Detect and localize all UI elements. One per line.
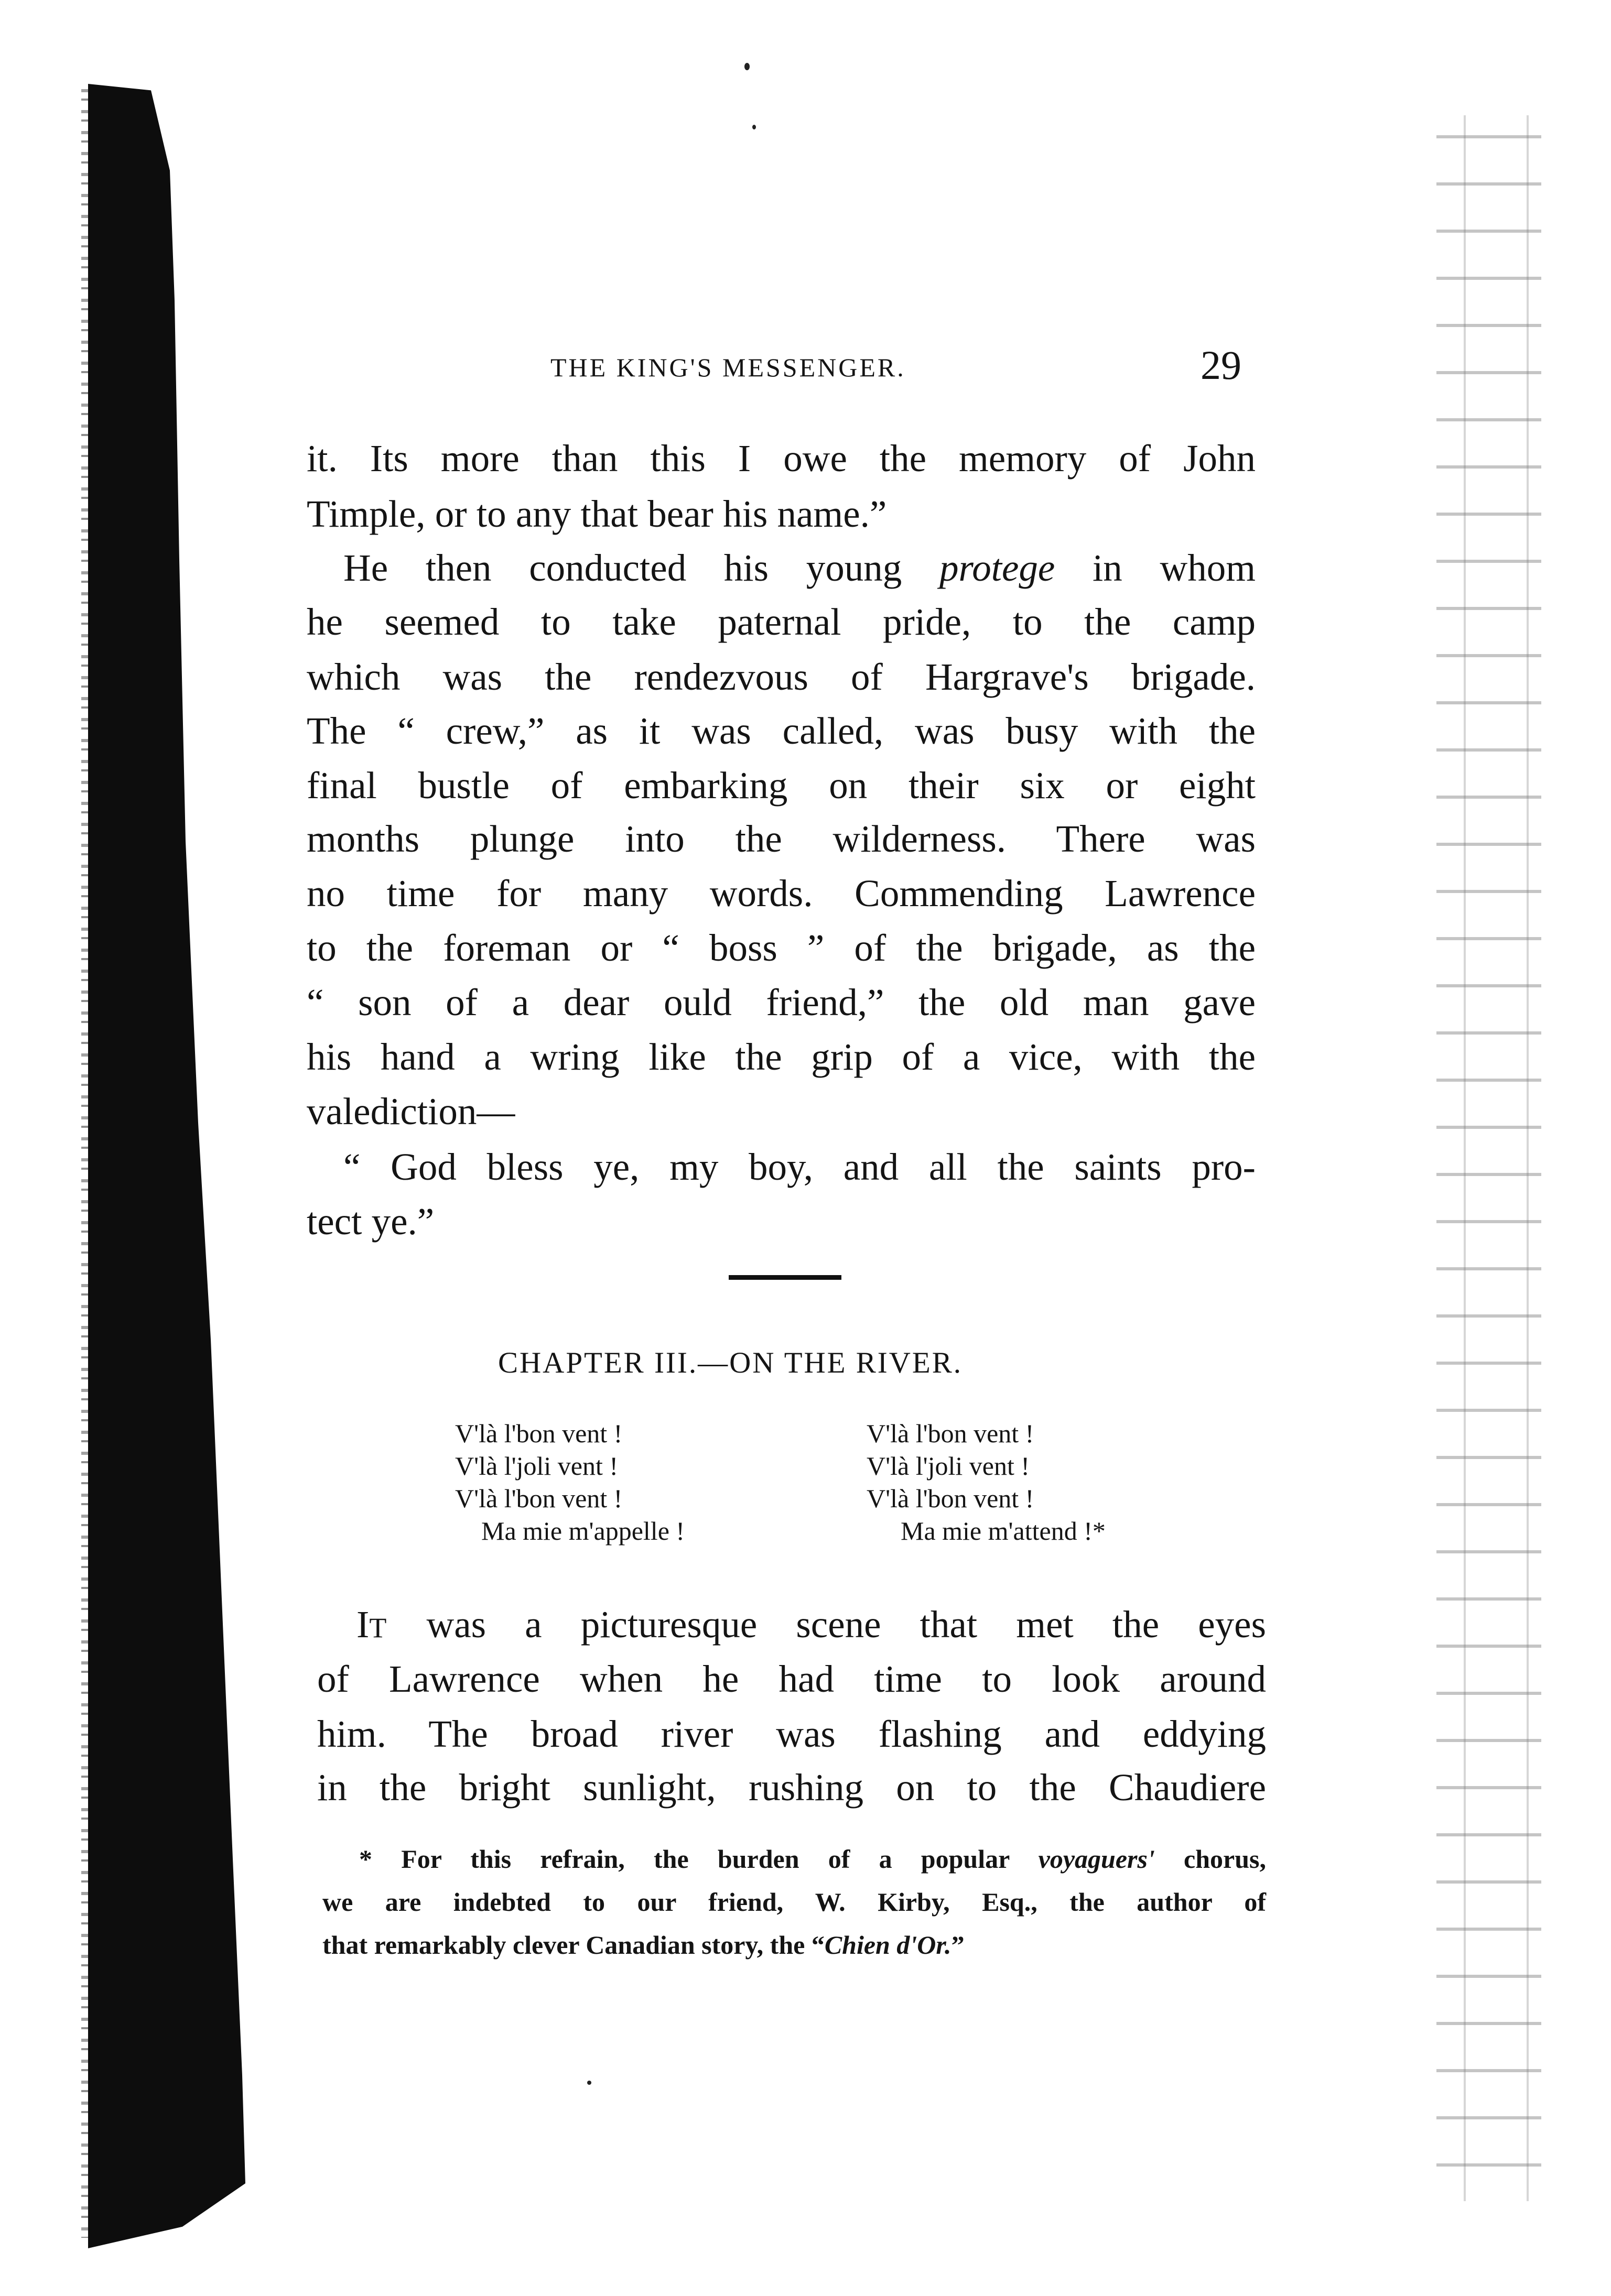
scan-speck: [587, 2081, 591, 2085]
text-line: to the foreman or “ boss ” of the brigade, as the: [307, 927, 1256, 969]
text-line: “ son of a dear ould friend,” the old man gave: [307, 981, 1256, 1024]
text-line: he seemed to take paternal pride, to the camp: [307, 601, 1256, 643]
scan-edge-noise: [1436, 115, 1541, 2201]
verse-line: V'là l'bon vent !: [867, 1484, 1034, 1513]
text-line: no time for many words. Commending Lawrence: [307, 872, 1256, 915]
verse-line: V'là l'bon vent !: [455, 1484, 623, 1513]
text-span: in whom: [1093, 547, 1256, 589]
dropcap-letter: I: [356, 1603, 370, 1646]
footnote-line: [359, 1846, 1266, 1872]
chapter-heading: CHAPTER III.—ON THE RIVER.: [498, 1346, 963, 1379]
verse-line: V'là l'bon vent !: [455, 1419, 623, 1448]
text-line: which was the rendezvous of Hargrave's brigade.: [307, 656, 1256, 698]
text-span: that remarkably clever Canadian story, the “: [322, 1930, 825, 1960]
text-line: final bustle of embarking on their six or eight: [307, 764, 1256, 807]
small-caps-rest: T: [369, 1612, 388, 1644]
text-span: He then conducted his young: [343, 547, 902, 589]
text-span: chorus,: [1184, 1844, 1267, 1874]
text-line: Timple, or to any that bear his name.”: [307, 493, 887, 535]
italic-word: protege: [939, 547, 1055, 589]
text-line: tect ye.”: [307, 1200, 435, 1243]
text-span: * For this refrain, the burden of a popular: [359, 1844, 1010, 1874]
small-caps-word: [356, 1603, 387, 1646]
verse-line: Ma mie m'appelle !: [481, 1516, 685, 1546]
section-rule: [729, 1275, 841, 1280]
text-line: valediction—: [307, 1090, 515, 1133]
verse-line: V'là l'bon vent !: [867, 1419, 1034, 1448]
text-line: [343, 549, 1256, 587]
text-span: ”: [951, 1930, 965, 1960]
text-line: his hand a wring like the grip of a vice, with the: [307, 1036, 1256, 1078]
text-line: [356, 1605, 1266, 1644]
verse-line: Ma mie m'attend !*: [901, 1516, 1106, 1546]
verse-line: V'là l'joli vent !: [455, 1451, 619, 1481]
text-line: The “ crew,” as it was called, was busy with the: [307, 710, 1256, 752]
text-line: months plunge into the wilderness. There was: [307, 818, 1256, 860]
page-number: 29: [1201, 342, 1241, 388]
text-line: of Lawrence when he had time to look around: [317, 1658, 1266, 1700]
text-span: was a picturesque scene that met the eyes: [426, 1603, 1266, 1646]
italic-title: Chien d'Or.: [824, 1930, 952, 1960]
text-line: in the bright sunlight, rushing on to the Chaudiere: [317, 1766, 1266, 1809]
verse-line: V'là l'joli vent !: [867, 1451, 1030, 1481]
text-line: it. Its more than this I owe the memory of John: [307, 437, 1256, 480]
scan-speck: [744, 63, 750, 70]
footnote-line: we are indebted to our friend, W. Kirby, Esq., the author of: [322, 1887, 1266, 1917]
italic-word: voyaguers': [1038, 1844, 1155, 1874]
text-line: him. The broad river was flashing and eddying: [317, 1713, 1266, 1755]
scan-speck: [752, 125, 756, 129]
text-line: “ God bless ye, my boy, and all the saints pro-: [343, 1146, 1256, 1188]
scan-gutter-shadow: [88, 84, 245, 2248]
running-head: THE KING'S MESSENGER.: [550, 353, 906, 382]
footnote-line: [322, 1932, 1266, 1958]
